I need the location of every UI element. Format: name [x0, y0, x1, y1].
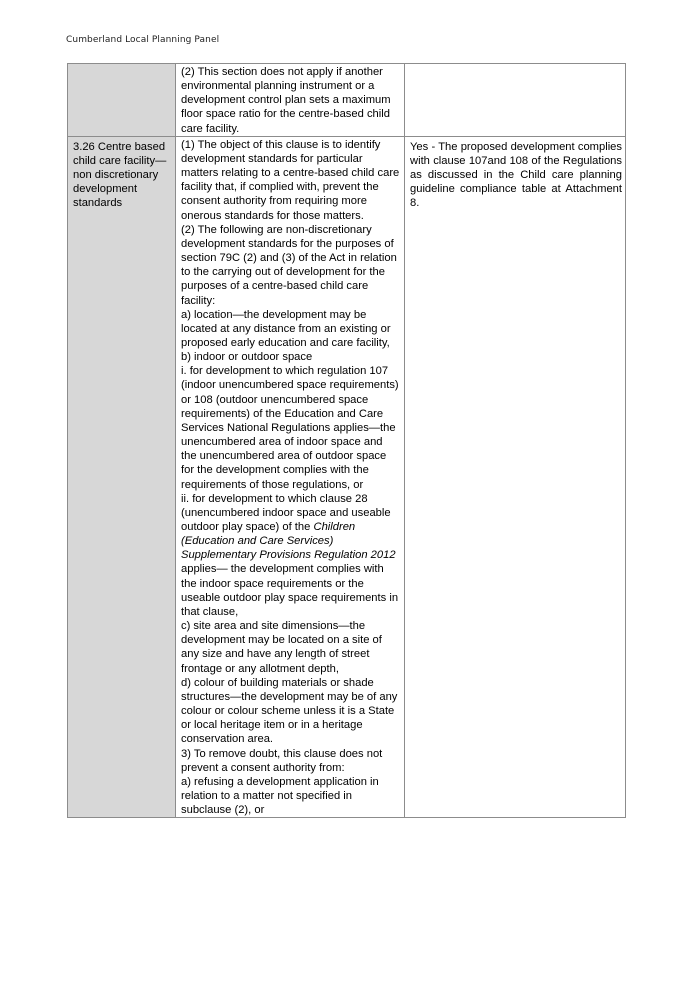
control-cell — [68, 64, 176, 137]
requirement-text-part: applies— the development complies with the indoor space requirements or the useable outdoor play space requirements in that clause, c) site area and site dimensions—the development may be located on a site of any size and have any length of street frontage or any allotment depth, d) colour of building materials or shade structures—the development may be of any colour or colour scheme unless it is a State or local heritage item or in a heritage conservation area. 3) To remove doubt, this clause does not prevent a consent authority from: a) refusing a development application in relation to a matter not specified in subclause (2), or — [181, 563, 399, 817]
page-header: Cumberland Local Planning Panel — [66, 35, 220, 45]
compliance-text — [410, 65, 622, 67]
table-row — [68, 64, 626, 137]
compliance-table — [67, 63, 626, 818]
control-text — [73, 65, 172, 67]
regulation-title: Children (Education and Care Services) Supplementary Provisions Regulation 2012 — [181, 521, 396, 562]
control-cell — [68, 136, 176, 818]
table-row — [68, 136, 626, 818]
requirement-text-part: (1) The object of this clause is to identify development standards for particular matters relating to a centre-based child care facility that, if complied with, prevent the consent authority from requiring more onerous standards for those matters. (2) The following are non-discretionary development standards for the purposes of section 79C (2) and (3) of the Act in relation to the carrying out of development for the purposes of a centre-based child care facility: a) location—the development may be located at any distance from an existing or proposed early education and care facility, b) indoor or outdoor space i. for development to which regulation 107 (indoor unencumbered space requirements) or 108 (outdoor unencumbered space requirements) of the Education and Care Services National Regulations applies—the unencumbered area of indoor space and the unencumbered area of outdoor space for the development complies with the requirements of those regulations, or ii. for development to which clause 28 (unencumbered indoor space and useable outdoor play space) of the — [181, 138, 400, 533]
requirement-text: (2) This section does not apply if another environmental planning instrument or a development control plan sets a maximum floor space ratio for the centre-based child care facility. — [181, 66, 394, 135]
compliance-text: Yes - The proposed development complies with clause 107and 108 of the Regulations as discussed in the Child care planning guideline compliance table at Attachment 8. — [410, 140, 622, 210]
requirement-cell — [176, 136, 405, 818]
compliance-cell — [405, 136, 626, 818]
requirement-cell — [176, 64, 405, 137]
control-text: 3.26 Centre based child care facility— non discretionary development standards — [73, 140, 167, 210]
requirement-text — [181, 138, 401, 818]
compliance-cell — [405, 64, 626, 137]
